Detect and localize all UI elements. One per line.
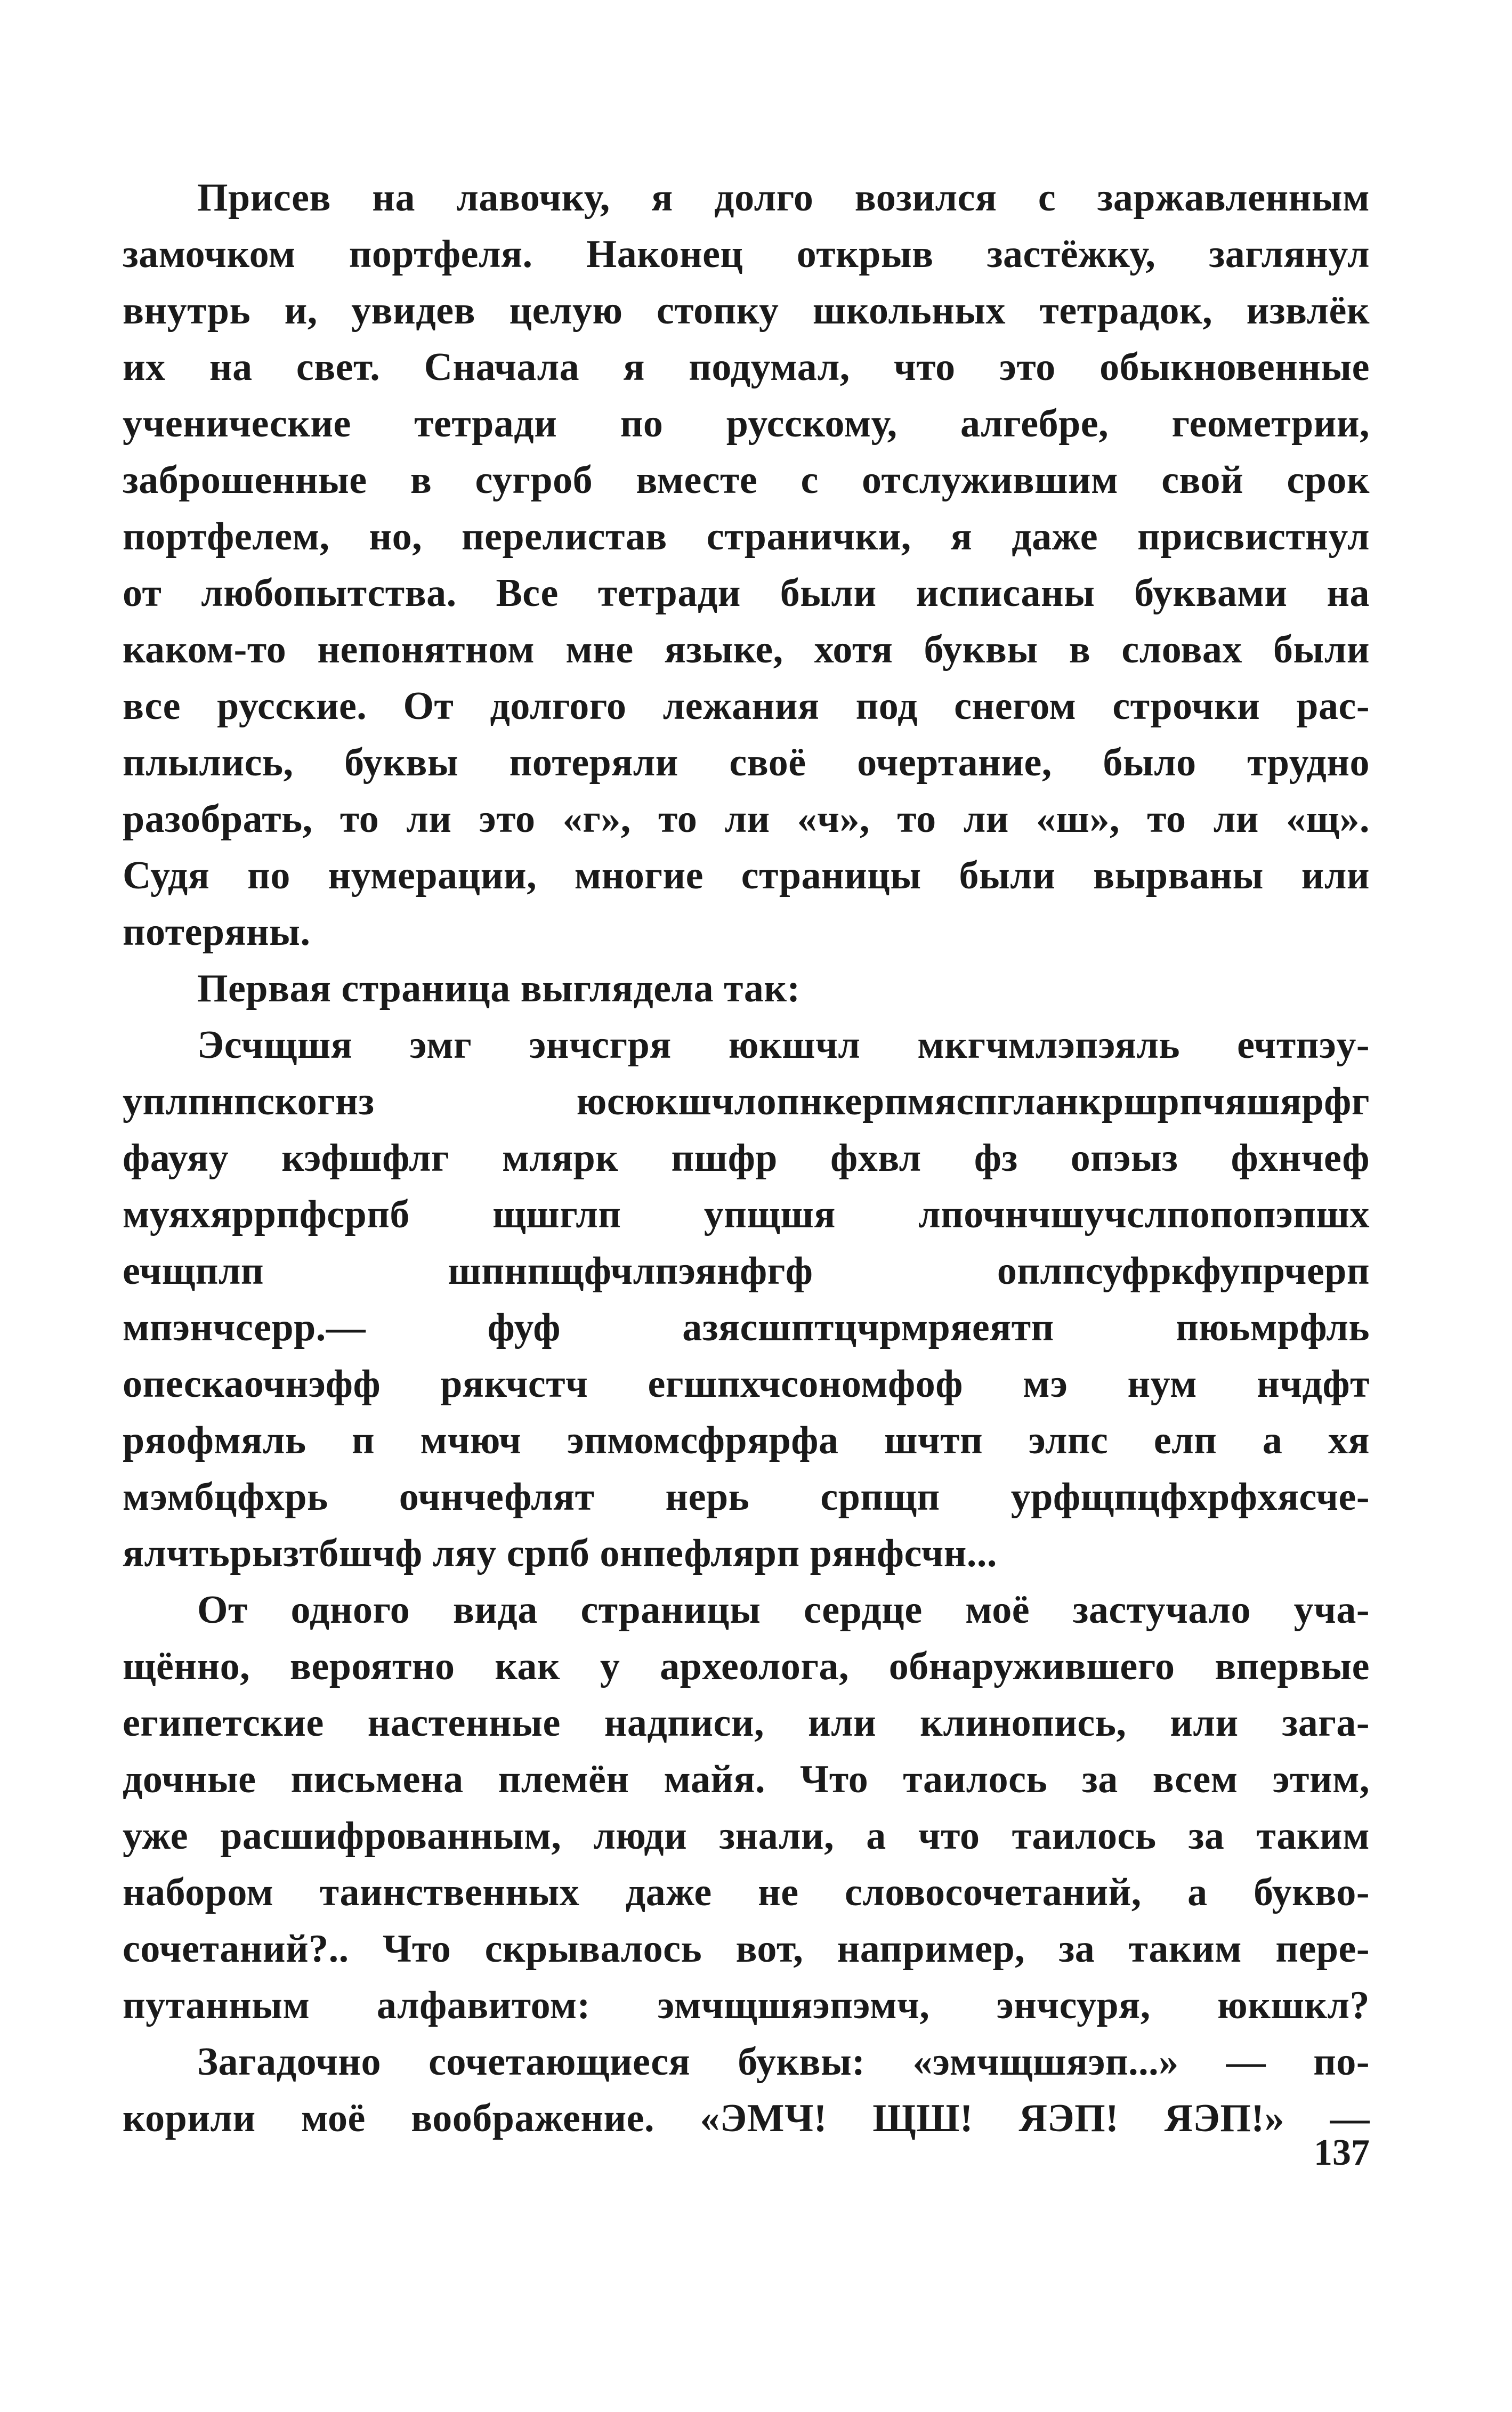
text-line: Загадочно сочетающиеся буквы: «эмчщшяэп...» — по- [197,2040,1370,2084]
paragraph [123,2034,1370,2147]
cipher-line: уплпнпскогнз юсюкшчлопнкерпмяспгланкршрпчяшярфг [123,1080,1370,1123]
text-line: все русские. От долгого лежания под снегом строчки рас- [123,684,1370,728]
cipher-line: мпэнчсерр.— фуф азясшптцчрмряеятп пюьмрфль [123,1306,1370,1349]
cipher-line: ялчтьрызтбшчф ляу српб онпефлярп рянфсчн... [123,1532,997,1575]
text-line: набором таинственных даже не словосочетаний, а букво- [123,1871,1370,1914]
cipher-line: муяхяррпфсрпб щшглп упщшя лпочнчшучслпопопэпшх [123,1193,1370,1236]
cipher-line: фауяу кэфшфлг млярк пшфр фхвл фз опэыз фхнчеф [123,1136,1370,1180]
text-line: Первая страница выглядела так: [197,967,801,1010]
text-line: уже расшифрованным, люди знали, а что таилось за таким [123,1814,1370,1858]
text-line: Судя по нумерации, многие страницы были вырваны или [123,854,1370,897]
text-line: внутрь и, увидев целую стопку школьных тетрадок, извлёк [123,289,1370,333]
text-line: путанным алфавитом: эмчщшяэпэмч, энчсуря, юкшкл? [123,1984,1370,2027]
cipher-line: опескаочнэфф рякчстч егшпхчсономфоф мэ нум нчдфт [123,1362,1370,1406]
page-number: 137 [1314,2132,1370,2173]
cipher-line: ряофмяль п мчюч эпмомсфрярфа шчтп элпс елп а хя [123,1419,1370,1462]
cipher-line: мэмбцфхрь очнчефлят нерь српщп урфщпцфхрфхясче- [123,1475,1370,1519]
text-line: разобрать, то ли это «г», то ли «ч», то ли «ш», то ли «щ». [123,797,1370,841]
page-text [123,169,1370,2147]
text-line: от любопытства. Все тетради были исписаны буквами на [123,571,1370,615]
text-line: замочком портфеля. Наконец открыв застёжку, заглянул [123,232,1370,276]
text-line: ученические тетради по русскому, алгебре, геометрии, [123,402,1370,446]
text-line: каком-то непонятном мне языке, хотя буквы в словах были [123,628,1370,671]
text-line: их на свет. Сначала я подумал, что это обыкновенные [123,345,1370,389]
text-line: дочные письмена племён майя. Что таилось за всем этим, [123,1758,1370,1801]
text-line: щённо, вероятно как у археолога, обнаружившего впервые [123,1645,1370,1688]
text-line: сочетаний?.. Что скрывалось вот, например, за таким пере- [123,1927,1370,1971]
text-line: Присев на лавочку, я долго возился с заржавленным [197,176,1370,220]
paragraph [123,960,1370,1017]
text-line: египетские настенные надписи, или клинопись, или зага- [123,1701,1370,1745]
cipher-line: ечщплп шпнпщфчлпэянфгф оплпсуфркфупрчерп [123,1249,1370,1293]
text-line: плылись, буквы потеряли своё очертание, было трудно [123,741,1370,784]
text-line: потеряны. [123,910,311,954]
text-line: портфелем, но, перелистав странички, я даже присвистнул [123,515,1370,559]
cipher-paragraph [123,1017,1370,1582]
text-line: корили моё воображение. «ЭМЧ! ЩШ! ЯЭП! ЯЭП!» — [123,2097,1370,2140]
text-line: заброшенные в сугроб вместе с отслужившим свой срок [123,458,1370,502]
paragraph [123,1582,1370,2034]
text-line: От одного вида страницы сердце моё застучало уча- [197,1588,1370,1632]
cipher-line: Эсчщшя эмг энчсгря юкшчл мкгчмлэпэяль ечтпэу- [197,1023,1370,1067]
paragraph [123,169,1370,960]
